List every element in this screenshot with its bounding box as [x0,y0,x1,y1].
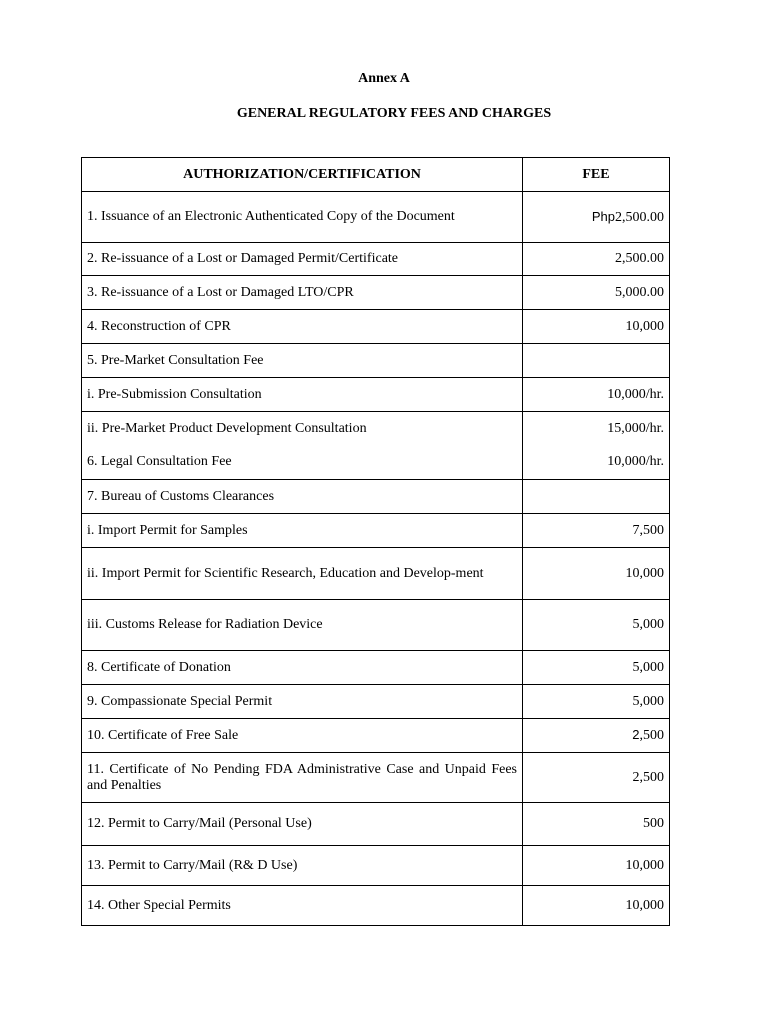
table-row [82,514,670,548]
fee-cell: 10,000 [523,886,670,926]
item-cell: ii. Pre-Market Product Development Consultation [82,412,523,446]
table-row [82,192,670,243]
table-row [82,243,670,276]
fee-cell: 7,500 [523,514,670,548]
item-cell: 1. Issuance of an Electronic Authenticated Copy of the Document [82,192,523,243]
item-cell: iii. Customs Release for Radiation Device [82,600,523,651]
table-row [82,378,670,412]
fee-value-lead: 2 [632,727,640,742]
fee-cell: 2,500.00 [523,243,670,276]
fee-cell: 10,000 [523,548,670,600]
table-row [82,412,670,446]
table-row [82,480,670,514]
fee-cell [523,719,670,753]
table-row [82,803,670,846]
table-header-row [82,158,670,192]
fee-cell: 5,000 [523,651,670,685]
fee-value: ,500 [639,728,664,743]
table-row [82,344,670,378]
item-cell: 8. Certificate of Donation [82,651,523,685]
item-cell: ii. Import Permit for Scientific Research, Education and Develop-ment [82,548,523,600]
table-row [82,846,670,886]
item-cell: 4. Reconstruction of CPR [82,310,523,344]
table-row [82,600,670,651]
item-cell: 7. Bureau of Customs Clearances [82,480,523,514]
item-cell: i. Pre-Submission Consultation [82,378,523,412]
fee-cell: 2,500 [523,753,670,803]
fees-table [81,157,670,926]
fee-cell: 5,000.00 [523,276,670,310]
item-cell: 12. Permit to Carry/Mail (Personal Use) [82,803,523,846]
page-title: GENERAL REGULATORY FEES AND CHARGES [236,106,552,121]
table-row [82,276,670,310]
table-row [82,446,670,480]
column-header-fee: FEE [523,158,670,192]
item-cell: 3. Re-issuance of a Lost or Damaged LTO/CPR [82,276,523,310]
table-row [82,719,670,753]
fee-cell [523,344,670,378]
fee-cell: 500 [523,803,670,846]
table-row [82,685,670,719]
item-cell: 2. Re-issuance of a Lost or Damaged Permit/Certificate [82,243,523,276]
table-row [82,753,670,803]
fee-cell: 15,000/hr. [523,412,670,446]
fee-cell: 5,000 [523,685,670,719]
fee-cell: 10,000 [523,846,670,886]
table-row [82,310,670,344]
item-cell: 13. Permit to Carry/Mail (R& D Use) [82,846,523,886]
item-cell: 14. Other Special Permits [82,886,523,926]
table-row [82,886,670,926]
item-cell: 6. Legal Consultation Fee [82,446,523,480]
fee-cell: 10,000/hr. [523,446,670,480]
item-cell: 5. Pre-Market Consultation Fee [82,344,523,378]
item-cell: 11. Certificate of No Pending FDA Administrative Case and Unpaid Fees and Penalties [82,753,523,803]
currency-prefix: Php [591,208,615,224]
item-cell: i. Import Permit for Samples [82,514,523,548]
fee-cell [523,480,670,514]
fee-cell: 5,000 [523,600,670,651]
table-row [82,548,670,600]
item-cell: 9. Compassionate Special Permit [82,685,523,719]
fee-value: 2,500.00 [615,209,664,225]
table-row [82,651,670,685]
item-cell: 10. Certificate of Free Sale [82,719,523,753]
fee-cell [523,192,670,243]
annex-label: Annex A [358,71,410,86]
fee-cell: 10,000/hr. [523,378,670,412]
fee-cell: 10,000 [523,310,670,344]
column-header-item: AUTHORIZATION/CERTIFICATION [82,158,523,192]
